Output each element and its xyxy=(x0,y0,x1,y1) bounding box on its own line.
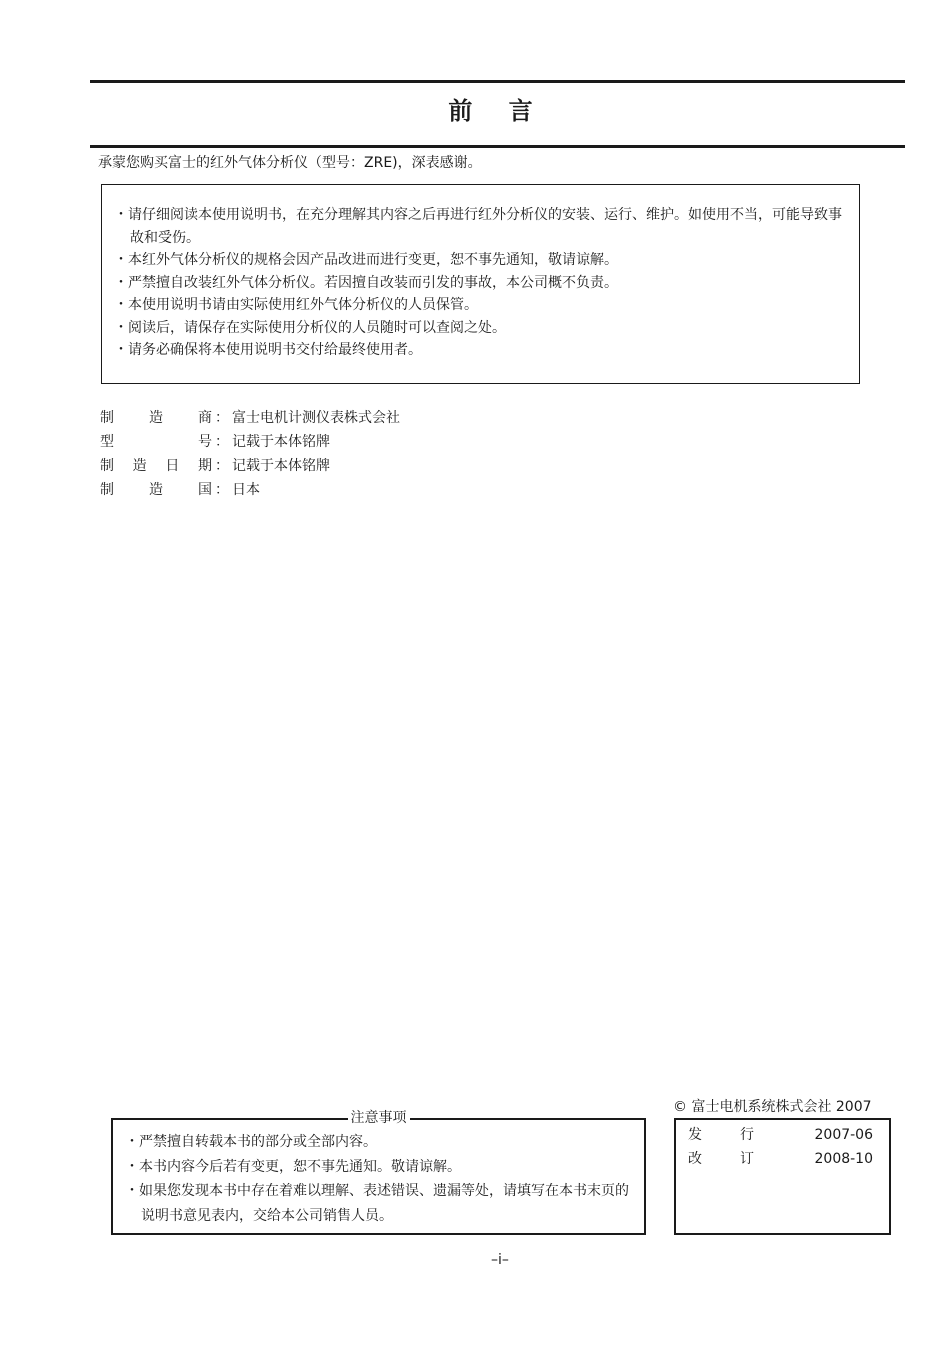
history-row xyxy=(688,1147,873,1171)
product-info xyxy=(100,406,400,502)
history-row xyxy=(688,1123,873,1147)
manufacturer-row: 制 造 商 ： 富士电机计测仪表株式会社 xyxy=(100,406,400,430)
page-title: 前 言 xyxy=(448,97,547,125)
history-label: 改 订 xyxy=(688,1151,754,1167)
notice-item: ・如果您发现本书中存在着难以理解、表述错误、遗漏等处，请填写在本书末页的说明书意见表内，交给本公司销售人员。 xyxy=(125,1183,629,1224)
manufacture-date-label: 制 造 日 期 xyxy=(100,458,212,474)
warning-item: ・本红外气体分析仪的规格会因产品改进而进行变更，恕不事先通知，敬请谅解。 xyxy=(114,252,618,268)
top-rule xyxy=(90,80,905,83)
manufacturer-value: 富士电机计测仪表株式会社 xyxy=(232,410,400,426)
notice-item: ・本书内容今后若有变更，恕不事先通知。敬请谅解。 xyxy=(125,1158,461,1175)
thanks-text: 承蒙您购买富士的红外气体分析仪（型号：ZRE)，深表感谢。 xyxy=(98,155,482,171)
manufacturer-label: 制 造 商 xyxy=(100,410,212,426)
country-row: 制 造 国 ： 日本 xyxy=(100,478,400,502)
warning-item: ・请仔细阅读本使用说明书，在充分理解其内容之后再进行红外分析仪的安装、运行、维护。如使用不当，可能导致事故和受伤。 xyxy=(114,207,842,246)
country-value: 日本 xyxy=(232,482,260,498)
model-label: 型 号 xyxy=(100,434,212,450)
history-date: 2008-10 xyxy=(814,1151,873,1167)
manufacture-date-row: 制 造 日 期 ： 记载于本体铭牌 xyxy=(100,454,400,478)
copyright: © 富士电机系统株式会社 2007 xyxy=(673,1099,872,1115)
page-number: –i– xyxy=(491,1252,509,1268)
model-value: 记载于本体铭牌 xyxy=(232,434,330,450)
history-label: 发 行 xyxy=(688,1127,754,1143)
notice-title: 注意事项 xyxy=(113,1108,644,1128)
notice-item: ・严禁擅自转载本书的部分或全部内容。 xyxy=(125,1134,377,1150)
manufacture-date-value: 记载于本体铭牌 xyxy=(232,458,330,474)
warning-item: ・请务必确保将本使用说明书交付给最终使用者。 xyxy=(114,342,422,358)
warning-item: ・阅读后，请保存在实际使用分析仪的人员随时可以查阅之处。 xyxy=(114,319,506,336)
model-row: 型 号 ： 记载于本体铭牌 xyxy=(100,430,400,454)
revision-history xyxy=(674,1118,891,1235)
warning-item: ・本使用说明书请由实际使用红外气体分析仪的人员保管。 xyxy=(114,297,478,313)
notice-box xyxy=(111,1110,646,1235)
title-rule xyxy=(90,145,905,148)
warning-item: ・严禁擅自改装红外气体分析仪。若因擅自改装而引发的事故，本公司概不负责。 xyxy=(114,274,618,291)
warnings-box xyxy=(101,184,860,384)
history-date: 2007-06 xyxy=(814,1127,873,1143)
country-label: 制 造 国 xyxy=(100,482,212,498)
